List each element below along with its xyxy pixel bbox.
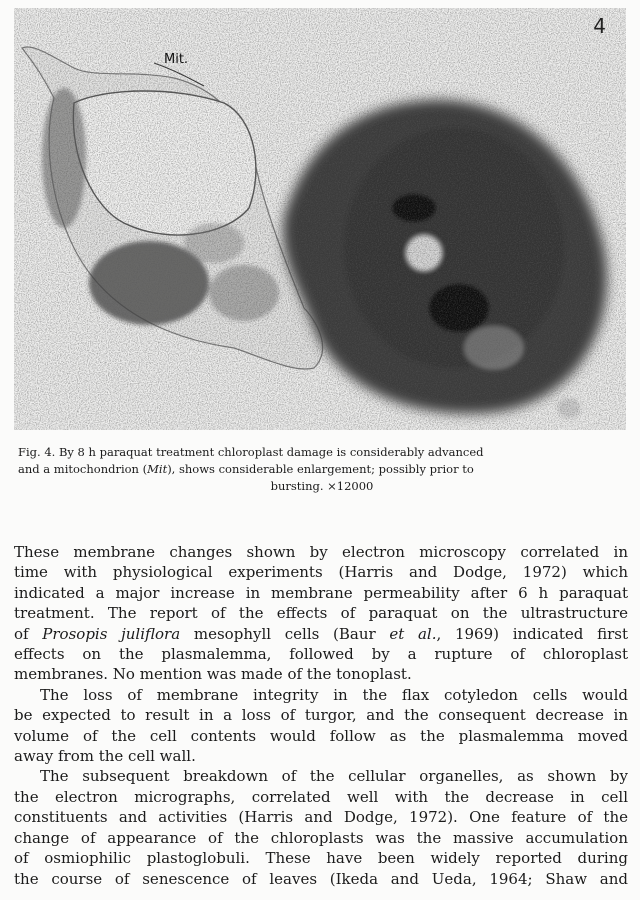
text-line: indicated a major increase in membrane permeability after 6 h paraquat [14, 583, 628, 602]
text-line: time with physiological experiments (Harris and Dodge, 1972) which [14, 563, 628, 582]
micrograph-image [14, 8, 626, 430]
text-line: the course of senescence of leaves (Ikeda and Ueda, 1964; Shaw and [14, 869, 628, 888]
figure-caption [18, 444, 626, 495]
electron-micrograph [14, 8, 626, 430]
text-line: These membrane changes shown by electron microscopy correlated in [14, 543, 628, 561]
caption-line: and a mitochondrion (Mit), shows considerable enlargement; possibly prior to [18, 462, 474, 476]
caption-line: bursting. ×12000 [270, 479, 374, 493]
text-line: The loss of membrane integrity in the flax cotyledon cells would [40, 685, 628, 704]
text-line: be expected to result in a loss of turgor, and the consequent decrease in [14, 706, 628, 725]
caption-line: Fig. 4. By 8 h paraquat treatment chloroplast damage is considerably advanced [18, 445, 484, 459]
text-line: constituents and activities (Harris and Dodge, 1972). One feature of the [14, 808, 628, 827]
text-line: effects on the plasmalemma, followed by a rupture of chloroplast [14, 645, 628, 664]
mitochondrion-label: Mit. [164, 52, 189, 67]
plate-number: 4 [593, 14, 606, 38]
text-line: volume of the cell contents would follow as the plasmalemma moved [14, 726, 628, 745]
text-line: change of appearance of the chloroplasts was the massive accumulation [14, 828, 628, 847]
body-text [14, 542, 628, 889]
text-line: away from the cell wall. [14, 747, 196, 766]
text-line: treatment. The report of the effects of paraquat on the ultrastructure [14, 604, 628, 623]
text-line: of Prosopis juliflora mesophyll cells (Baur et al., 1969) indicated first [14, 624, 629, 643]
text-line: membranes. No mention was made of the tonoplast. [14, 665, 412, 684]
text-line: The subsequent breakdown of the cellular organelles, as shown by [40, 767, 628, 786]
text-line: the electron micrographs, correlated well with the decrease in cell [14, 787, 628, 806]
text-line: of osmiophilic plastoglobuli. These have been widely reported during [14, 849, 628, 868]
